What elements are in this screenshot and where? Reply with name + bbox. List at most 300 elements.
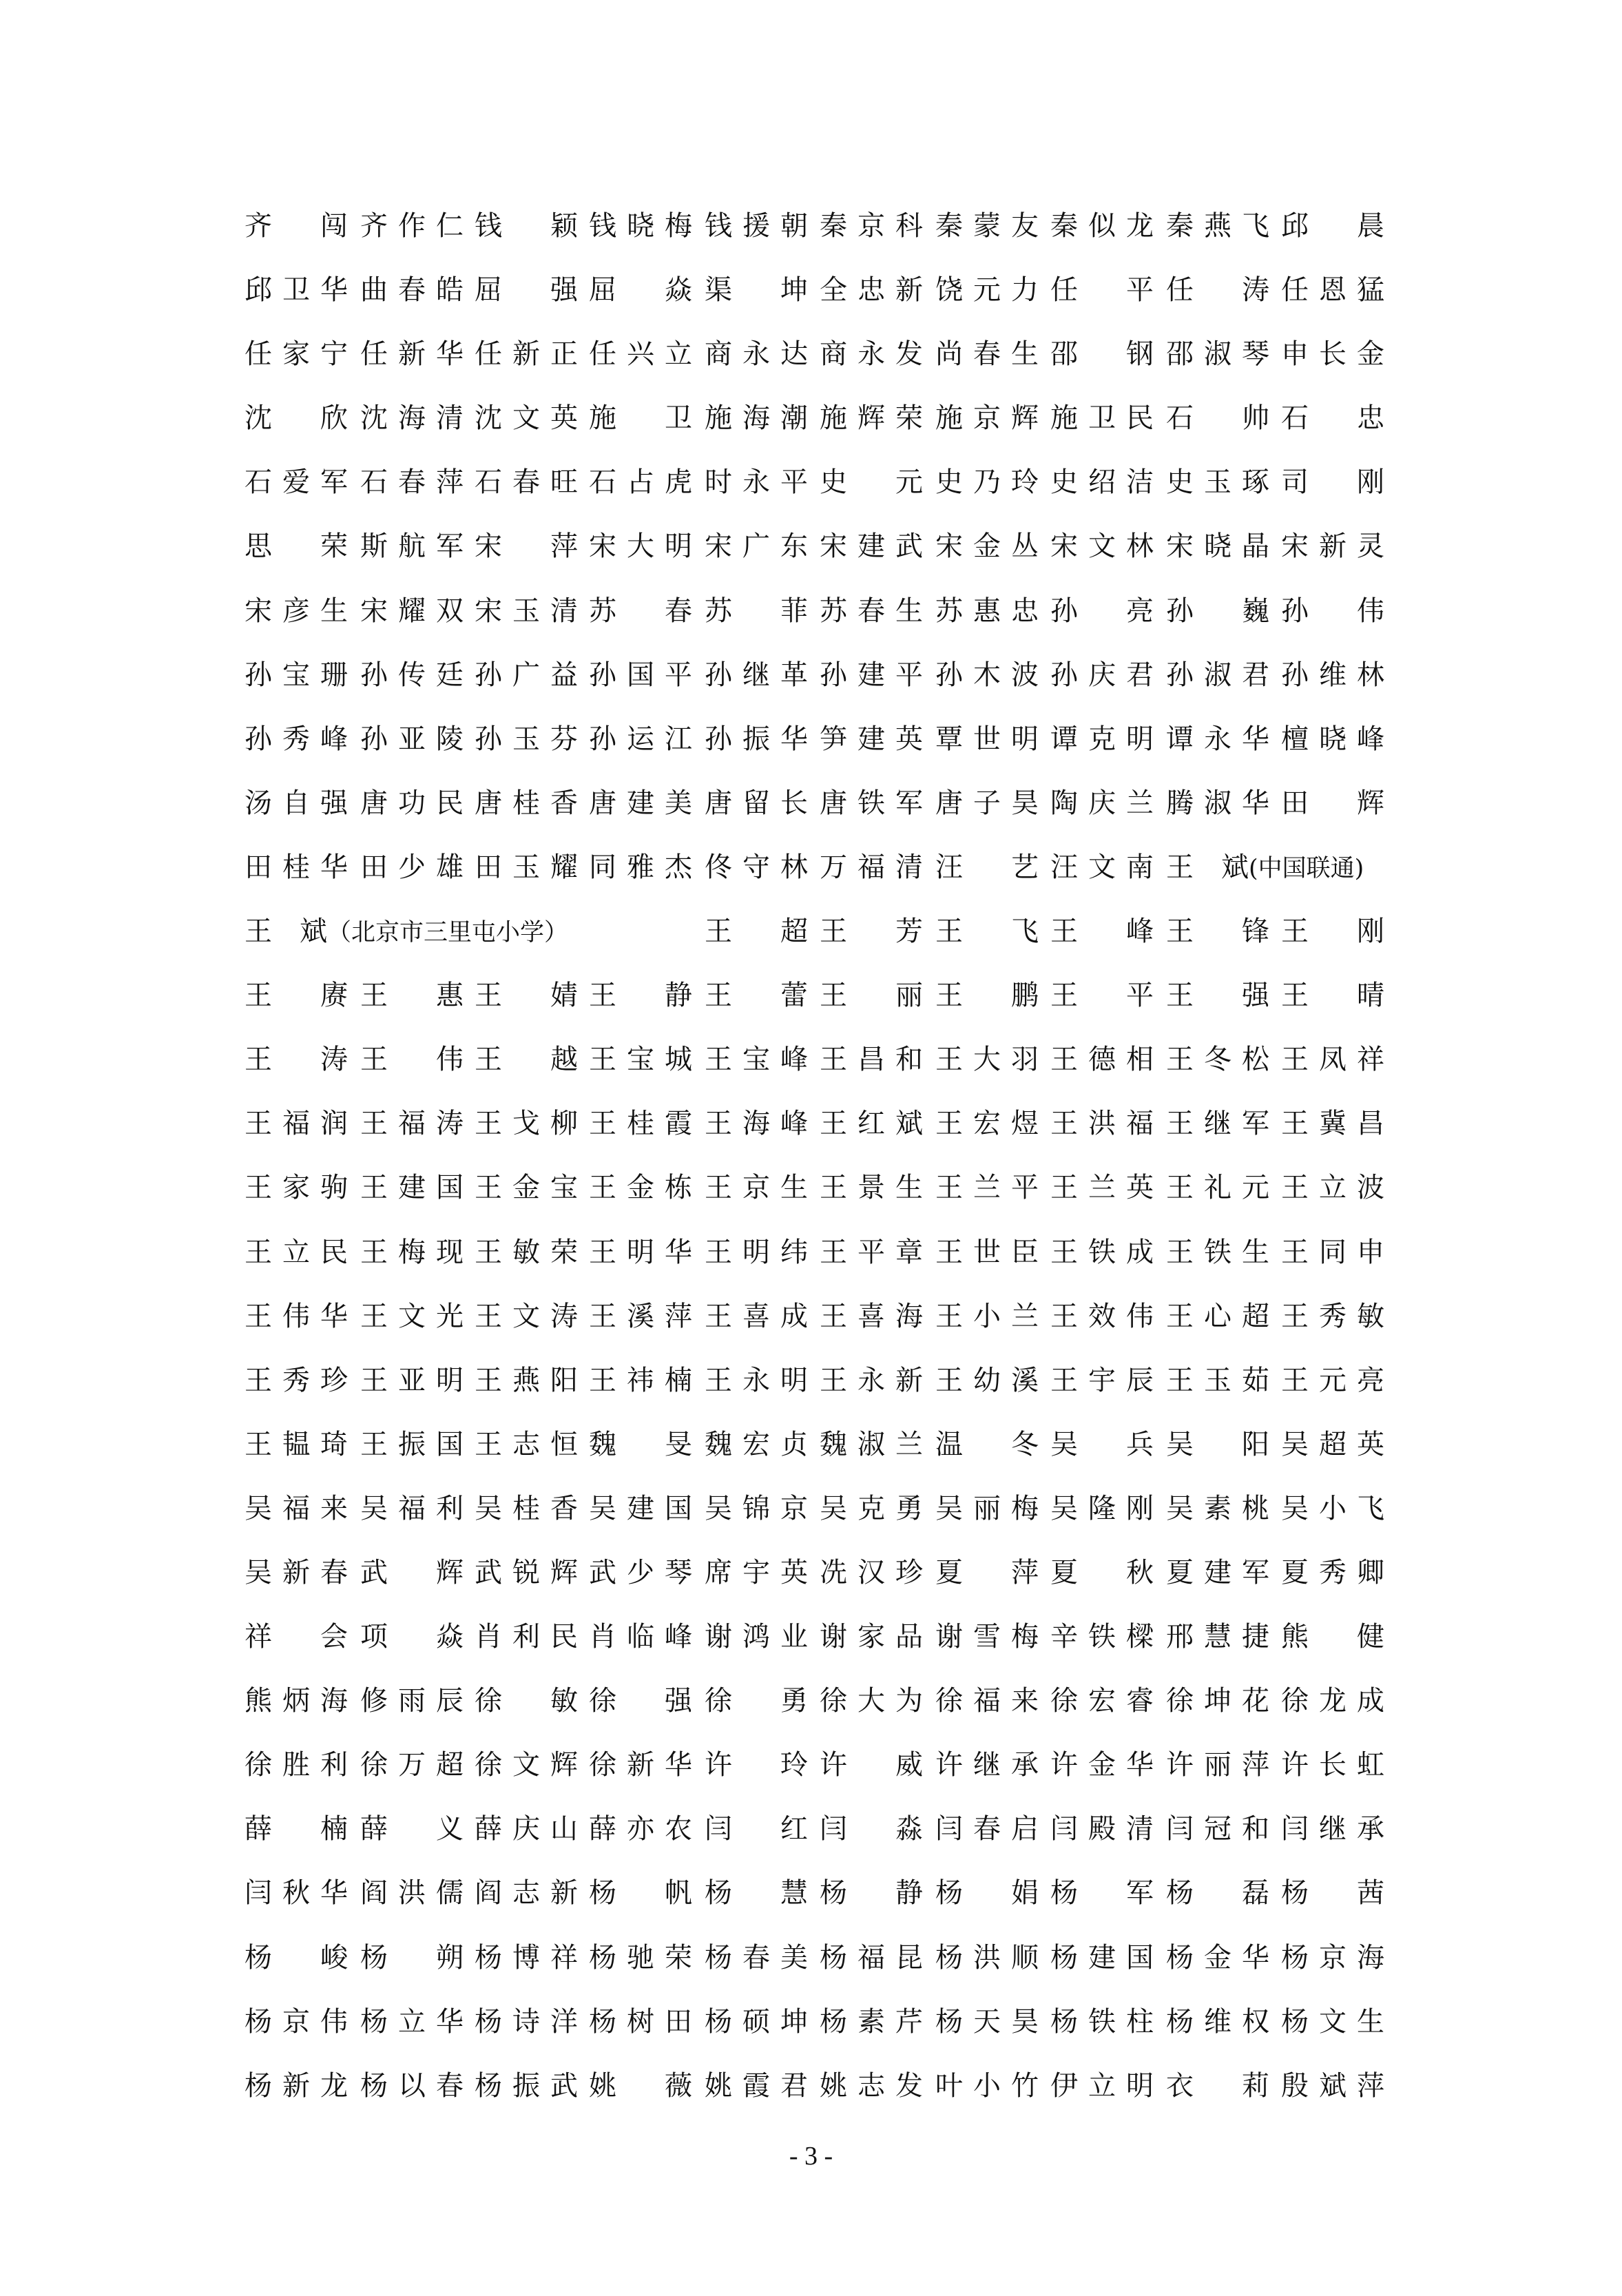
- name-entry: 夏 秋: [1050, 1556, 1154, 1589]
- name-entry: 王冀昌: [1281, 1108, 1384, 1140]
- name-row: [245, 1797, 1384, 1861]
- name-entry: 杨建国: [1050, 1941, 1154, 1974]
- name-list: [245, 194, 1384, 2118]
- name-row: [245, 1669, 1384, 1733]
- name-row: [245, 1990, 1384, 2054]
- name-entry: 宋彦生: [245, 594, 348, 627]
- name-entry: 席宇英: [705, 1556, 808, 1589]
- name-entry: 谭永华: [1166, 723, 1269, 755]
- name-entry: 辛铁樑: [1050, 1621, 1154, 1653]
- name-row: [245, 386, 1384, 451]
- name-entry: 闫 红: [705, 1813, 808, 1845]
- name-entry: 齐 闯: [245, 210, 348, 242]
- name-entry: 商永发: [820, 338, 923, 371]
- name-entry: 饶元力: [935, 274, 1039, 307]
- name-entry: 唐留长: [705, 787, 808, 819]
- name-entry: 武少琴: [589, 1556, 692, 1589]
- name-entry: 笋建英: [820, 723, 923, 755]
- name-entry: 肖利民: [475, 1621, 578, 1653]
- name-entry: 斯航军: [360, 530, 464, 563]
- name-row: [245, 1926, 1384, 1990]
- name-entry: 沈海清: [360, 402, 464, 435]
- name-entry: 王 芳: [820, 916, 923, 948]
- name-row: [245, 194, 1384, 258]
- name-entry: 王海峰: [705, 1108, 808, 1140]
- name-row: [245, 322, 1384, 386]
- name-entry: 王洪福: [1050, 1108, 1154, 1140]
- name-entry: 王 锋: [1166, 916, 1269, 948]
- name-entry: 任兴立: [589, 338, 692, 371]
- name-entry: 杨 慧: [705, 1877, 808, 1910]
- name-row: [245, 1477, 1384, 1541]
- name-entry: 衣 莉: [1166, 2069, 1269, 2102]
- name-entry: 王建国: [360, 1172, 464, 1204]
- name-entry: 时永平: [705, 466, 808, 499]
- name-entry: 夏 萍: [935, 1556, 1039, 1589]
- name-entry: 王秀敏: [1281, 1300, 1384, 1332]
- name-entry: 王冬松: [1166, 1044, 1269, 1076]
- name-entry: 杨 朔: [360, 1941, 464, 1974]
- name-entry: 曲春皓: [360, 274, 464, 307]
- name-entry: 孙玉芬: [475, 723, 578, 755]
- name-entry: 王 惠: [360, 980, 464, 1012]
- name-entry: 杨福昆: [820, 1941, 923, 1974]
- name-entry: 修雨辰: [360, 1685, 464, 1717]
- name-entry: 许丽萍: [1166, 1749, 1269, 1781]
- name-entry: 石爱军: [245, 466, 348, 499]
- name-entry: 邢慧捷: [1166, 1621, 1269, 1653]
- name-entry: 苏 菲: [705, 594, 808, 627]
- name-entry: 杨新龙: [245, 2069, 348, 2102]
- name-entry: 徐 强: [589, 1685, 692, 1717]
- name-entry: 王 静: [589, 980, 692, 1012]
- name-entry: 齐作仁: [360, 210, 464, 242]
- name-entry: 姚志发: [820, 2069, 923, 2102]
- name-entry: 杨维权: [1166, 2005, 1269, 2038]
- name-entry: 宋玉清: [475, 594, 578, 627]
- name-entry: 薛亦农: [589, 1813, 692, 1845]
- name-entry: 王效伟: [1050, 1300, 1154, 1332]
- name-entry: 王凤祥: [1281, 1044, 1384, 1076]
- name-entry: 杨洪顺: [935, 1941, 1039, 1974]
- name-entry: 田少雄: [360, 851, 464, 883]
- name-entry: 王德相: [1050, 1044, 1154, 1076]
- name-entry: 杨 磊: [1166, 1877, 1269, 1910]
- name-row: [245, 1541, 1384, 1605]
- name-entry: 檀晓峰: [1281, 723, 1384, 755]
- name-entry: 孙木波: [935, 659, 1039, 691]
- name-entry: 石春萍: [360, 466, 464, 499]
- name-entry-with-note: [1166, 836, 1364, 900]
- name-entry: 王兰英: [1050, 1172, 1154, 1204]
- name-entry: 孙广益: [475, 659, 578, 691]
- name-entry: 王燕阳: [475, 1364, 578, 1396]
- name-entry: 王福涛: [360, 1108, 464, 1140]
- name-entry: 孙国平: [589, 659, 692, 691]
- name-entry: 史乃玲: [935, 466, 1039, 499]
- name-entry: 孙建平: [820, 659, 923, 691]
- name-entry: 王文光: [360, 1300, 464, 1332]
- name-entry: 孙 巍: [1166, 594, 1269, 627]
- name-entry: 王明纬: [705, 1236, 808, 1268]
- name-row: [245, 1221, 1384, 1285]
- name-entry: 许长虹: [1281, 1749, 1384, 1781]
- name-entry: 汪文南: [1050, 851, 1154, 883]
- affiliation-note: (中国联通): [1249, 854, 1364, 882]
- name-entry: 钱 颖: [475, 210, 578, 242]
- name-entry: 王 婧: [475, 980, 578, 1012]
- name-entry: 徐坤花: [1166, 1685, 1269, 1717]
- name-entry: 王宝峰: [705, 1044, 808, 1076]
- name-entry: 汪 艺: [935, 851, 1039, 883]
- name-entry: 苏春生: [820, 594, 923, 627]
- name-entry: 王同申: [1281, 1236, 1384, 1268]
- name-entry: 史 元: [820, 466, 923, 499]
- name-entry: 孙维林: [1281, 659, 1384, 691]
- name-entry: 施海潮: [705, 402, 808, 435]
- name-entry: 吴小飞: [1281, 1492, 1384, 1524]
- name-entry: 王铁生: [1166, 1236, 1269, 1268]
- name-entry: 王元亮: [1281, 1364, 1384, 1396]
- name-entry: 孙淑君: [1166, 659, 1269, 691]
- name-entry: 任家宁: [245, 338, 348, 371]
- name-entry: 王红斌: [820, 1108, 923, 1140]
- name-row: [245, 1733, 1384, 1797]
- name-entry: 闫冠和: [1166, 1813, 1269, 1845]
- name-entry: 田桂华: [245, 851, 348, 883]
- name-entry: 阎洪儒: [360, 1877, 464, 1910]
- name-entry: 王梅现: [360, 1236, 464, 1268]
- name-entry: 申长金: [1281, 338, 1384, 371]
- name-entry: 王溪萍: [589, 1300, 692, 1332]
- name-entry: 宋文林: [1050, 530, 1154, 563]
- name-entry: 王铁成: [1050, 1236, 1154, 1268]
- name-entry: 王宇辰: [1050, 1364, 1154, 1396]
- name-row: [245, 643, 1384, 707]
- name-entry: 王礼元: [1166, 1172, 1269, 1204]
- name-entry: 王立民: [245, 1236, 348, 1268]
- name-entry: 徐胜利: [245, 1749, 348, 1781]
- name-entry: 冼汉珍: [820, 1556, 923, 1589]
- name-entry: 汤自强: [245, 787, 348, 819]
- name-entry: 施京辉: [935, 402, 1039, 435]
- name-entry: 吴丽梅: [935, 1492, 1039, 1524]
- name-entry: 吴新春: [245, 1556, 348, 1589]
- name-entry: 尚春生: [935, 338, 1039, 371]
- name-entry: 吴克勇: [820, 1492, 923, 1524]
- name-entry: 王 超: [705, 916, 808, 948]
- name-entry: 苏 春: [589, 594, 692, 627]
- name-entry: 杨 茜: [1281, 1877, 1384, 1910]
- name-entry: 田 辉: [1281, 787, 1384, 819]
- name-entry: 同雅杰: [589, 851, 692, 883]
- name-entry: 钱援朝: [705, 210, 808, 242]
- name-row: [245, 1349, 1384, 1413]
- name-entry: 渠 坤: [705, 274, 808, 307]
- name-entry: 宋晓晶: [1166, 530, 1269, 563]
- name-entry: 秦似龙: [1050, 210, 1154, 242]
- name-entry: 杨树田: [589, 2005, 692, 2038]
- name-entry: 秦蒙友: [935, 210, 1039, 242]
- name-entry: 薛 楠: [245, 1813, 348, 1845]
- name-entry: 苏惠忠: [935, 594, 1039, 627]
- name-entry: 佟守林: [705, 851, 808, 883]
- name-entry: 王世臣: [935, 1236, 1039, 1268]
- name-entry: 孙振华: [705, 723, 808, 755]
- name-row: [245, 1285, 1384, 1349]
- name-entry: 徐大为: [820, 1685, 923, 1717]
- name-entry: 宋建武: [820, 530, 923, 563]
- name-entry: 孙秀峰: [245, 723, 348, 755]
- name-entry: 王景生: [820, 1172, 923, 1204]
- name-row: [245, 900, 1384, 964]
- name-entry: 姚 薇: [589, 2069, 692, 2102]
- name-entry: 孙 亮: [1050, 594, 1154, 627]
- name-entry: 陶庆兰: [1050, 787, 1154, 819]
- name-entry: 徐龙成: [1281, 1685, 1384, 1717]
- name-entry: 宋大明: [589, 530, 692, 563]
- name-row: [245, 1028, 1384, 1092]
- name-entry: 魏 旻: [589, 1428, 692, 1460]
- name-row: [245, 515, 1384, 579]
- name-entry: 屈 焱: [589, 274, 692, 307]
- name-entry: 王立波: [1281, 1172, 1384, 1204]
- name-entry: 杨 静: [820, 1877, 923, 1910]
- name-entry: 屈 强: [475, 274, 578, 307]
- name-entry: 许 威: [820, 1749, 923, 1781]
- name-entry: 王金栋: [589, 1172, 692, 1204]
- name-entry: 魏宏贞: [705, 1428, 808, 1460]
- name-row: [245, 258, 1384, 322]
- name-entry: 王敏荣: [475, 1236, 578, 1268]
- name-entry: 杨驰荣: [589, 1941, 692, 1974]
- name-entry: 吴福利: [360, 1492, 464, 1524]
- name-entry: 徐新华: [589, 1749, 692, 1781]
- name-row: [245, 836, 1374, 900]
- name-entry: 肖临峰: [589, 1621, 692, 1653]
- name-entry: 腾淑华: [1166, 787, 1269, 819]
- name-entry: 许 玲: [705, 1749, 808, 1781]
- name-row: [245, 1092, 1384, 1156]
- name-entry: 沈文英: [475, 402, 578, 435]
- name-entry: 邱卫华: [245, 274, 348, 307]
- name-entry: 王亚明: [360, 1364, 464, 1396]
- name-entry-with-note: [245, 900, 568, 964]
- name-entry: 徐文辉: [475, 1749, 578, 1781]
- name-entry: 王 峰: [1050, 916, 1154, 948]
- name-row: [245, 579, 1384, 643]
- name-entry: 杨京海: [1281, 1941, 1384, 1974]
- name-entry: 王 斌: [245, 916, 327, 948]
- name-entry: 王平章: [820, 1236, 923, 1268]
- name-entry: 王振国: [360, 1428, 464, 1460]
- name-entry: 王 越: [475, 1044, 578, 1076]
- name-entry: 熊炳海: [245, 1685, 348, 1717]
- name-entry: 吴隆刚: [1050, 1492, 1154, 1524]
- name-entry: 王韫琦: [245, 1428, 348, 1460]
- name-entry: 徐宏睿: [1050, 1685, 1154, 1717]
- name-entry: 王玉茹: [1166, 1364, 1269, 1396]
- name-entry: 孙传廷: [360, 659, 464, 691]
- name-entry: 任恩猛: [1281, 274, 1384, 307]
- name-entry: 施卫民: [1050, 402, 1154, 435]
- name-entry: 唐功民: [360, 787, 464, 819]
- name-entry: 杨京伟: [245, 2005, 348, 2038]
- name-entry: 史玉琢: [1166, 466, 1269, 499]
- name-entry: 夏建军: [1166, 1556, 1269, 1589]
- name-entry: 闫 淼: [820, 1813, 923, 1845]
- name-entry: 吴建国: [589, 1492, 692, 1524]
- name-entry: 徐 敏: [475, 1685, 578, 1717]
- name-entry: 薛 义: [360, 1813, 464, 1845]
- name-entry: 王 伟: [360, 1044, 464, 1076]
- name-entry: 杨 帆: [589, 1877, 692, 1910]
- name-entry: 杨金华: [1166, 1941, 1269, 1974]
- name-entry: 孙 伟: [1281, 594, 1384, 627]
- name-entry: 任新正: [475, 338, 578, 371]
- name-entry: 唐铁军: [820, 787, 923, 819]
- name-entry: 谢家品: [820, 1621, 923, 1653]
- name-entry: 吴 兵: [1050, 1428, 1154, 1460]
- name-entry: 宋耀双: [360, 594, 464, 627]
- name-entry: 吴锦京: [705, 1492, 808, 1524]
- name-entry: 王 刚: [1281, 916, 1384, 948]
- name-entry: 全忠新: [820, 274, 923, 307]
- name-entry: 夏秀卿: [1281, 1556, 1384, 1589]
- name-entry: 姚霞君: [705, 2069, 808, 2102]
- name-entry: 王祎楠: [589, 1364, 692, 1396]
- name-entry: 闫春启: [935, 1813, 1039, 1845]
- name-entry: 徐 勇: [705, 1685, 808, 1717]
- name-entry: 薛庆山: [475, 1813, 578, 1845]
- name-entry: 徐福来: [935, 1685, 1039, 1717]
- name-entry: 施辉荣: [820, 402, 923, 435]
- name-entry: 王 涛: [245, 1044, 348, 1076]
- name-entry: 宋广东: [705, 530, 808, 563]
- name-entry: 邵淑琴: [1166, 338, 1269, 371]
- name-entry: 殷斌萍: [1281, 2069, 1384, 2102]
- name-entry: 孙运江: [589, 723, 692, 755]
- name-entry: 熊 健: [1281, 1621, 1384, 1653]
- name-entry: 王戈柳: [475, 1108, 578, 1140]
- name-entry: 王 强: [1166, 980, 1269, 1012]
- name-entry: 王 鹏: [935, 980, 1039, 1012]
- name-entry: 石 帅: [1166, 402, 1269, 435]
- name-entry: 王小兰: [935, 1300, 1039, 1332]
- name-entry: 谢鸿业: [705, 1621, 808, 1653]
- name-entry: 王幼溪: [935, 1364, 1039, 1396]
- name-entry: 王 丽: [820, 980, 923, 1012]
- name-entry: 杨文生: [1281, 2005, 1384, 2038]
- name-entry: 闫秋华: [245, 1877, 348, 1910]
- name-row: [245, 1156, 1384, 1220]
- name-entry: 项 焱: [360, 1621, 464, 1653]
- name-entry: 杨振武: [475, 2069, 578, 2102]
- name-entry: 闫继承: [1281, 1813, 1384, 1845]
- name-entry: 孙庆君: [1050, 659, 1154, 691]
- name-entry: 谢雪梅: [935, 1621, 1039, 1653]
- name-entry: 杨素芹: [820, 2005, 923, 2038]
- name-row: [245, 707, 1384, 772]
- name-entry: 施 卫: [589, 402, 692, 435]
- name-entry: 王 斌: [1166, 851, 1249, 883]
- name-row: [245, 964, 1384, 1028]
- name-entry: 邱 晨: [1281, 210, 1384, 242]
- name-entry: 王文涛: [475, 1300, 578, 1332]
- name-entry: 闫殿清: [1050, 1813, 1154, 1845]
- name-entry: 吴超英: [1281, 1428, 1384, 1460]
- name-entry: 徐万超: [360, 1749, 464, 1781]
- name-entry: 王永新: [820, 1364, 923, 1396]
- name-entry: 司 刚: [1281, 466, 1384, 499]
- name-entry: 田玉耀: [475, 851, 578, 883]
- name-entry: 杨以春: [360, 2069, 464, 2102]
- name-entry: 唐建美: [589, 787, 692, 819]
- name-entry: 石 忠: [1281, 402, 1384, 435]
- name-entry: 覃世明: [935, 723, 1039, 755]
- name-entry: 伊立明: [1050, 2069, 1154, 2102]
- name-entry: 武 辉: [360, 1556, 464, 1589]
- name-entry: 吴 阳: [1166, 1428, 1269, 1460]
- name-entry: 石春旺: [475, 466, 578, 499]
- name-entry: 王秀珍: [245, 1364, 348, 1396]
- name-entry: 杨春美: [705, 1941, 808, 1974]
- name-entry: 杨诗洋: [475, 2005, 578, 2038]
- name-entry: 吴素桃: [1166, 1492, 1269, 1524]
- name-entry: 唐子昊: [935, 787, 1039, 819]
- name-entry: 祥 会: [245, 1621, 348, 1653]
- name-entry: 王 晴: [1281, 980, 1384, 1012]
- name-entry: 王 赓: [245, 980, 348, 1012]
- name-entry: 杨天昊: [935, 2005, 1039, 2038]
- page-number: - 3 -: [789, 2142, 833, 2171]
- name-entry: 秦京科: [820, 210, 923, 242]
- name-entry: 孙继革: [705, 659, 808, 691]
- name-entry: 叶小竹: [935, 2069, 1039, 2102]
- name-row: [245, 1861, 1384, 1925]
- name-entry: 王京生: [705, 1172, 808, 1204]
- name-entry: 王明华: [589, 1236, 692, 1268]
- name-entry: 宋 萍: [475, 530, 578, 563]
- name-entry: 宋新灵: [1281, 530, 1384, 563]
- name-entry: 杨铁柱: [1050, 2005, 1154, 2038]
- name-entry: 杨硕坤: [705, 2005, 808, 2038]
- name-row: [245, 1605, 1384, 1669]
- name-entry: 王桂霞: [589, 1108, 692, 1140]
- name-entry: 石占虎: [589, 466, 692, 499]
- name-row: [245, 451, 1384, 515]
- name-entry: 武锐辉: [475, 1556, 578, 1589]
- name-entry: 王喜成: [705, 1300, 808, 1332]
- name-entry: 王继军: [1166, 1108, 1269, 1140]
- name-entry: 王心超: [1166, 1300, 1269, 1332]
- name-entry: 孙宝珊: [245, 659, 348, 691]
- name-entry: 谭克明: [1050, 723, 1154, 755]
- name-entry: 邵 钢: [1050, 338, 1154, 371]
- name-entry: 杨立华: [360, 2005, 464, 2038]
- name-entry: 思 荣: [245, 530, 348, 563]
- affiliation-note: （北京市三里屯小学）: [327, 919, 569, 947]
- name-entry: 任 平: [1050, 274, 1154, 307]
- name-entry: 王 平: [1050, 980, 1154, 1012]
- name-entry: 王大羽: [935, 1044, 1039, 1076]
- name-row: [245, 2054, 1384, 2118]
- name-entry: 任 涛: [1166, 274, 1269, 307]
- name-entry: 温 冬: [935, 1428, 1039, 1460]
- name-entry: 王 飞: [935, 916, 1039, 948]
- name-entry: 王兰平: [935, 1172, 1039, 1204]
- name-entry: 王永明: [705, 1364, 808, 1396]
